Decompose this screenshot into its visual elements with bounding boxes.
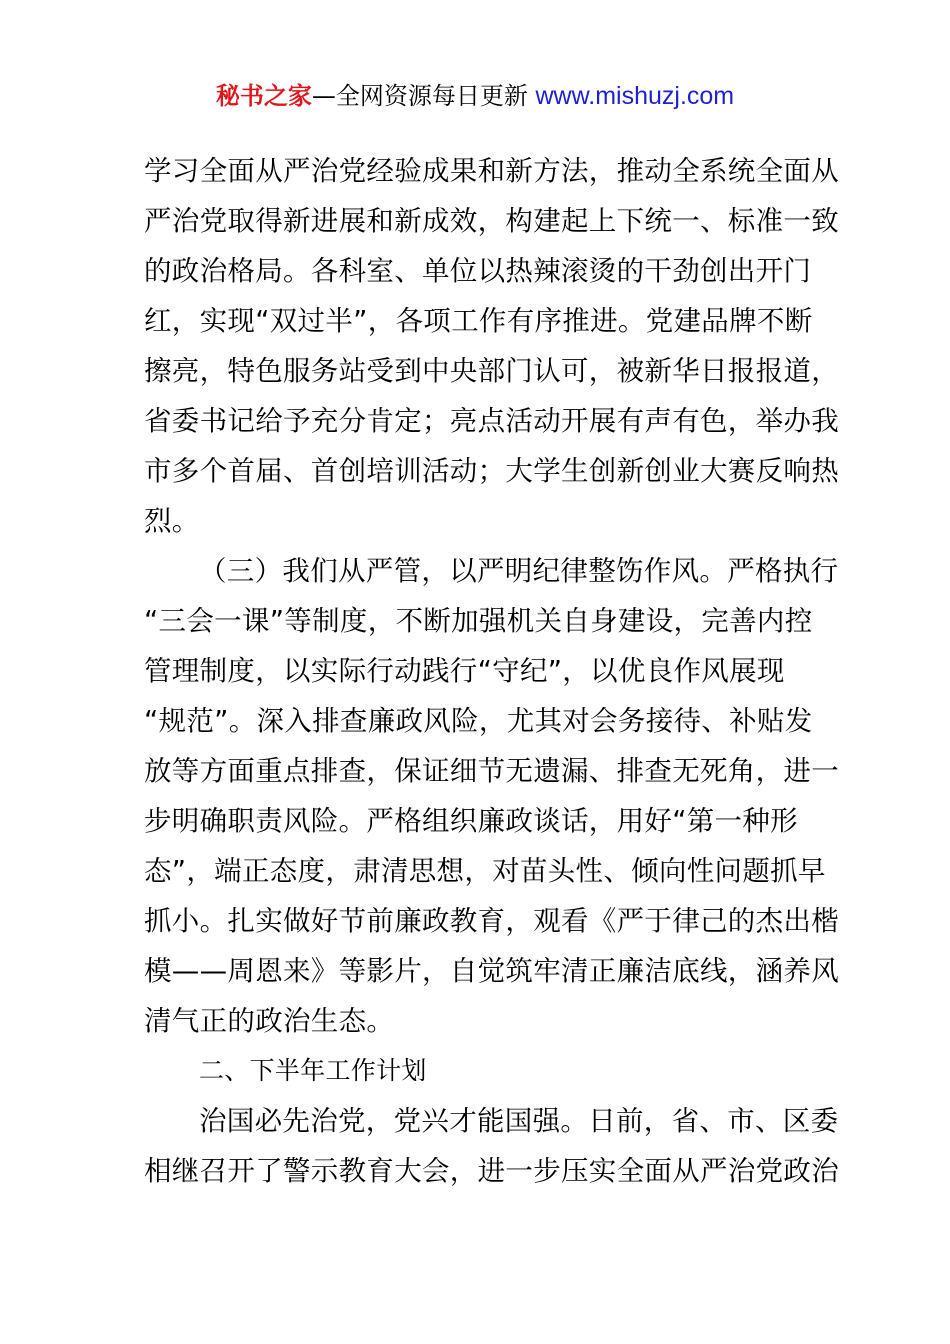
paragraph-line: “规范”。深入排查廉政风险，尤其对会务接待、补贴发 — [144, 705, 813, 737]
paragraph-line: 严治党取得新进展和新成效，构建起上下统一、标准一致 — [144, 205, 839, 237]
paragraph-line: 管理制度，以实际行动践行“守纪”，以优良作风展现 — [144, 655, 785, 687]
paragraph-line: 治国必先治党，党兴才能国强。日前，省、市、区委 — [199, 1105, 839, 1137]
site-url-link[interactable]: www.mishuzj.com — [535, 82, 735, 110]
paragraph-line: 相继召开了警示教育大会，进一步压实全面从严治党政治 — [144, 1155, 839, 1187]
paragraph-line: “三会一课”等制度，不断加强机关自身建设，完善内控 — [144, 605, 813, 637]
paragraph-line: 擦亮，特色服务站受到中央部门认可，被新华日报报道， — [144, 355, 839, 387]
paragraph-line: 烈。 — [144, 505, 200, 537]
paragraph-line: 模——周恩来》等影片，自觉筑牢清正廉洁底线，涵养风 — [144, 955, 839, 987]
document-body — [144, 146, 839, 1196]
paragraph-line: 态”，端正态度，肃清思想，对苗头性、倾向性问题抓早 — [144, 855, 826, 887]
paragraph-line: 清气正的政治生态。 — [144, 1005, 395, 1037]
paragraph-line: 市多个首届、首创培训活动；大学生创新创业大赛反响热 — [144, 455, 839, 487]
paragraph-line: 红，实现“双过半”，各项工作有序推进。党建品牌不断 — [144, 305, 813, 337]
paragraph-line: 放等方面重点排查，保证细节无遗漏、排查无死角，进一 — [144, 755, 839, 787]
paragraph-line: 步明确职责风险。严格组织廉政谈话，用好“第一种形 — [144, 805, 798, 837]
paragraph-line: 抓小。扎实做好节前廉政教育，观看《严于律己的杰出楷 — [144, 905, 839, 937]
section-heading-three: （三）我们从严管，以严明纪律整饬作风。严格执行 — [199, 555, 839, 587]
paragraph-line: 的政治格局。各科室、单位以热辣滚烫的干劲创出开门 — [144, 255, 812, 287]
page-header — [0, 78, 950, 114]
site-tagline: —全网资源每日更新 — [311, 82, 536, 110]
paragraph-line: 省委书记给予充分肯定；亮点活动开展有声有色，举办我 — [144, 405, 839, 437]
site-brand: 秘书之家 — [215, 82, 312, 110]
paragraph-line: 学习全面从严治党经验成果和新方法，推动全系统全面从 — [144, 155, 839, 187]
section-heading-two: 二、下半年工作计划 — [199, 1056, 427, 1085]
